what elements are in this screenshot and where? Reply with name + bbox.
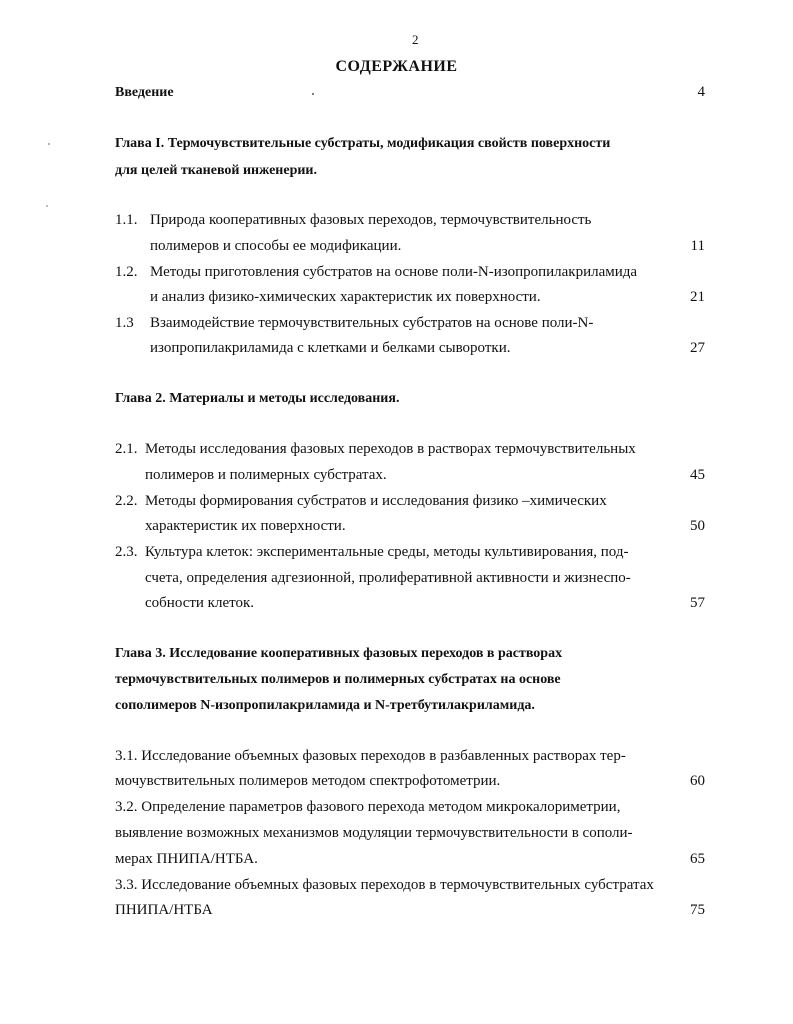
scan-speck [312, 93, 314, 95]
scan-speck [46, 205, 48, 207]
toc-item-line: выявление возможных механизмов модуляции термочувствительности в сополи- [115, 825, 633, 841]
toc-item-page: 11 [690, 238, 705, 254]
chapter1-heading-line2: для целей тканевой инженерии. [115, 163, 317, 178]
toc-item-page: 60 [690, 773, 705, 789]
toc-item-line: и анализ физико-химических характеристик их поверхности. [150, 289, 541, 305]
toc-item-number: 2.1. [115, 441, 138, 457]
chapter2-heading: Глава 2. Материалы и методы исследования. [115, 391, 400, 406]
toc-item-page: 57 [690, 595, 705, 611]
toc-item-line: Методы приготовления субстратов на основе поли-N-изопропилакриламида [150, 264, 638, 280]
toc-item-page: 27 [690, 340, 705, 356]
toc-item-page: 21 [690, 289, 705, 305]
toc-item-line: характеристик их поверхности. [145, 518, 346, 534]
toc-item-line: Природа кооперативных фазовых переходов, термочувствительность [150, 212, 592, 228]
toc-item-line: мерах ПНИПА/НТБА. [115, 851, 258, 867]
chapter3-heading-line2: термочувствительных полимеров и полимерных субстратах на основе [115, 672, 561, 687]
toc-item-page: 50 [690, 518, 705, 534]
toc-item-number: 1.1. [115, 212, 138, 228]
scan-speck [48, 143, 50, 145]
toc-item-number: 1.3 [115, 315, 134, 331]
toc-item-line: Культура клеток: экспериментальные среды, методы культивирования, под- [145, 544, 629, 560]
toc-item-line: мочувствительных полимеров методом спектрофотометрии. [115, 773, 501, 789]
toc-item-line: 3.2. Определение параметров фазового перехода методом микрокалориметрии, [115, 799, 621, 815]
toc-item-line: полимеров и полимерных субстратах. [145, 467, 387, 483]
toc-item-line: 3.1. Исследование объемных фазовых переходов в разбавленных растворах тер- [115, 748, 626, 764]
toc-item-line: изопропилакриламида с клетками и белками сыворотки. [150, 340, 511, 356]
toc-item-line: Методы исследования фазовых переходов в растворах термочувствительных [145, 441, 636, 457]
toc-item-line: Взаимодействие термочувствительных субстратов на основе поли-N- [150, 315, 594, 331]
toc-intro-label: Введение [115, 85, 174, 100]
toc-item-number: 2.2. [115, 493, 138, 509]
chapter3-heading-line3: сополимеров N-изопропилакриламида и N-третбутилакриламида. [115, 698, 535, 713]
toc-item-line: Методы формирования субстратов и исследования физико –химических [145, 493, 607, 509]
chapter1-heading-line1: Глава I. Термочувствительные субстраты, модификация свойств поверхности [115, 136, 611, 151]
toc-item-line: собности клеток. [145, 595, 255, 611]
page-title: СОДЕРЖАНИЕ [335, 58, 458, 75]
toc-item-number: 1.2. [115, 264, 138, 280]
toc-intro-page: 4 [697, 84, 705, 100]
toc-item-page: 75 [690, 902, 705, 918]
toc-item-line: счета, определения адгезионной, пролиферативной активности и жизнеспо- [145, 570, 631, 586]
toc-item-line: ПНИПА/НТБА [115, 902, 213, 918]
toc-item-page: 65 [690, 851, 705, 867]
page-number: 2 [412, 32, 419, 47]
toc-item-line: полимеров и способы ее модификации. [150, 238, 402, 254]
chapter3-heading-line1: Глава 3. Исследование кооперативных фазовых переходов в растворах [115, 646, 563, 661]
toc-item-line: 3.3. Исследование объемных фазовых переходов в термочувствительных субстратах [115, 877, 654, 893]
toc-item-page: 45 [690, 467, 705, 483]
toc-item-number: 2.3. [115, 544, 138, 560]
